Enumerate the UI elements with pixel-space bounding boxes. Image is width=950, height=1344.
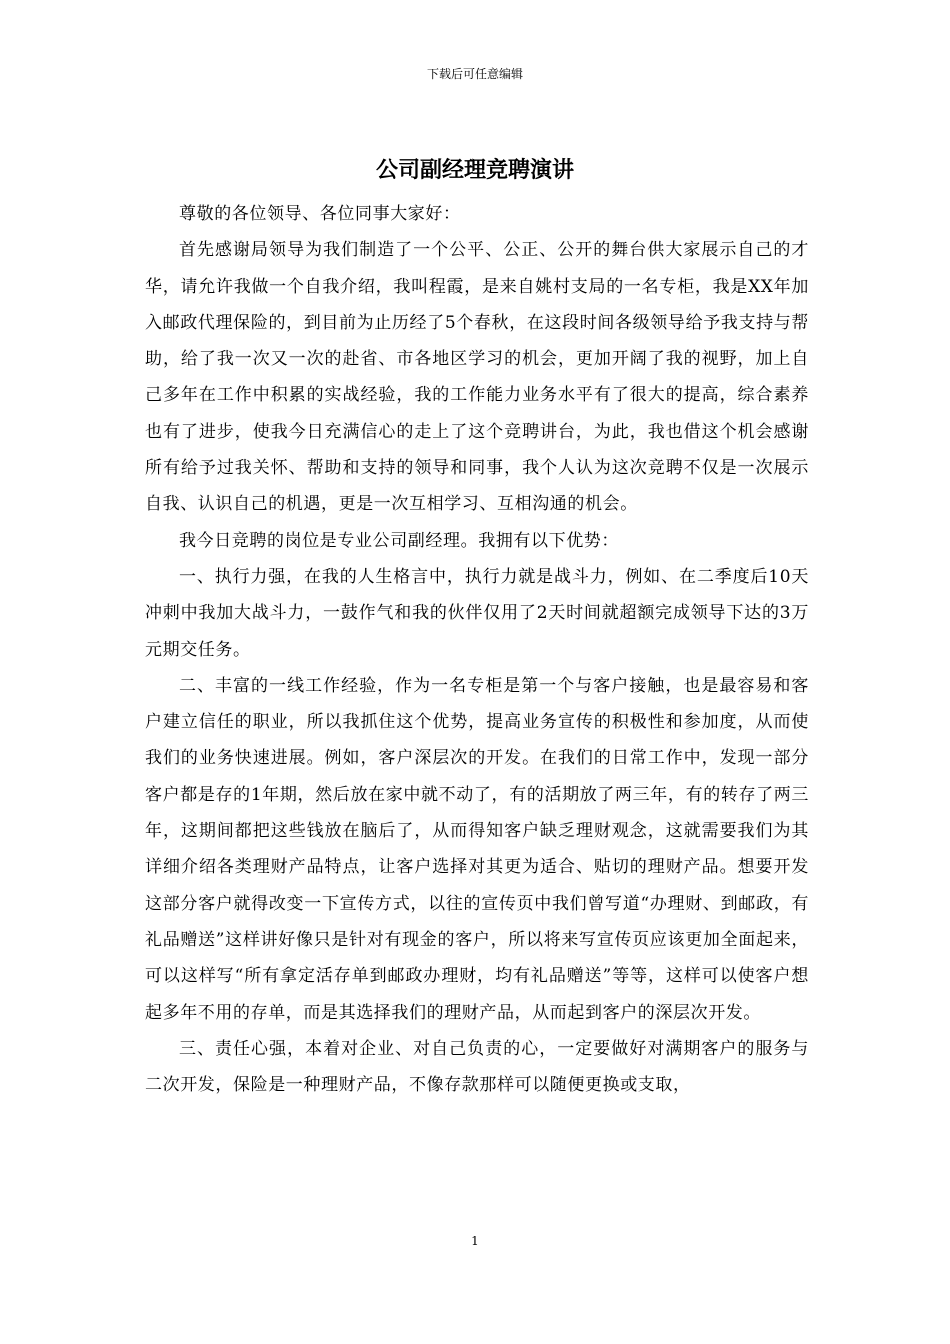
document-title: 公司副经理竞聘演讲 [375, 157, 574, 183]
paragraph-introduction: 首先感谢局领导为我们制造了一个公平、公正、公开的舞台供大家展示自己的才华，请允许我做一个自我介绍，我叫程霞，是来自姚村支局的一名专柜，我是XX年加入邮政代理保险的，到目前为止历经了5个春秋，在这段时间各级领导给予我支持与帮助，给了我一次又一次的赴省、市各地区学习的机会，更加开阔了我的视野，加上自己多年在工作中积累的实战经验，我的工作能力业务水平有了很大的提高，综合素养也有了进步，使我今日充满信心的走上了这个竞聘讲台，为此，我也借这个机会感谢所有给予过我关怀、帮助和支持的领导和同事，我个人认为这次竞聘不仅是一次展示自我、认识自己的机遇，更是一次互相学习、互相沟通的机会。 [145, 240, 809, 515]
document-body [145, 196, 809, 1103]
paragraph-advantage-2: 二、丰富的一线工作经验，作为一名专柜是第一个与客户接触，也是最容易和客户建立信任的职业，所以我抓住这个优势，提高业务宣传的积极性和参加度，从而使我们的业务快速进展。例如，客户深层次的开发。在我们的日常工作中，发现一部分客户都是存的1年期，然后放在家中就不动了，有的活期放了两三年，有的转存了两三年，这期间都把这些钱放在脑后了，从而得知客户缺乏理财观念，这就需要我们为其详细介绍各类理财产品特点，让客户选择对其更为适合、贴切的理财产品。想要开发这部分客户就得改变一下宣传方式，以往的宣传页中我们曾写道“办理财、到邮政，有礼品赠送”这样讲好像只是针对有现金的客户，所以将来写宣传页应该更加全面起来，可以这样写“所有拿定活存单到邮政办理财，均有礼品赠送”等等，这样可以使客户想起多年不用的存单，而是其选择我们的理财产品，从而起到客户的深层次开发。 [145, 675, 809, 1023]
paragraph-advantage-1: 一、执行力强，在我的人生格言中，执行力就是战斗力，例如、在二季度后10天冲刺中我加大战斗力，一鼓作气和我的伙伴仅用了2天时间就超额完成领导下达的3万元期交任务。 [145, 566, 809, 660]
paragraph-greeting: 尊敬的各位领导、各位同事大家好： [179, 204, 461, 224]
page-number: 1 [471, 1234, 479, 1248]
page-header: 下载后可任意编辑 [426, 67, 523, 81]
paragraph-position: 我今日竞聘的岗位是专业公司副经理。我拥有以下优势： [179, 530, 619, 551]
paragraph-advantage-3: 三、责任心强，本着对企业、对自己负责的心，一定要做好对满期客户的服务与二次开发，保险是一种理财产品，不像存款那样可以随便更换或支取， [145, 1038, 809, 1096]
